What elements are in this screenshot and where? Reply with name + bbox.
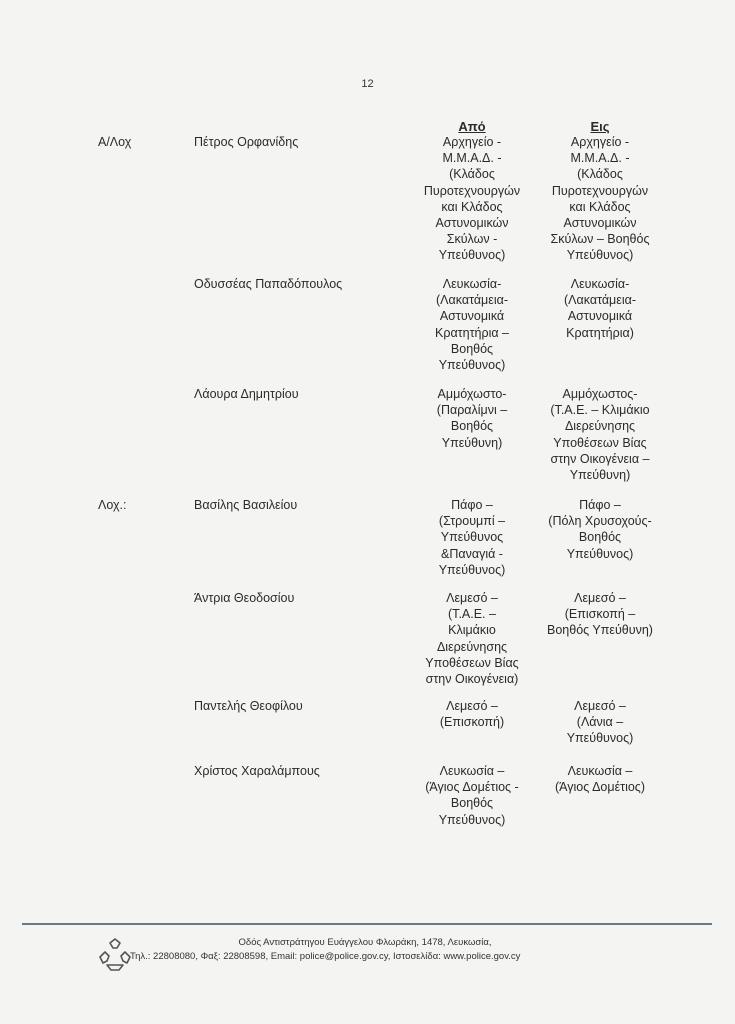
from-location <box>410 763 534 828</box>
to-line: Υπεύθυνη) <box>569 468 631 483</box>
from-line: Αστυνομικών <box>435 216 509 231</box>
from-line: Κλιμάκιο <box>448 623 496 638</box>
from-line: (Παραλίμνι – <box>436 403 508 418</box>
from-line: Αρχηγείο - <box>442 135 502 149</box>
from-line: Υπεύθυνος <box>440 530 504 545</box>
to-line: Αστυνομικών <box>563 216 637 231</box>
from-line: Λευκωσία – <box>439 764 505 778</box>
from-line: Βοηθός <box>450 796 494 811</box>
from-line: Διερεύνησης <box>436 639 508 654</box>
to-line: Αστυνομικά <box>567 309 633 324</box>
from-line: και Κλάδος <box>441 199 503 214</box>
from-line: Λευκωσία- <box>442 277 502 291</box>
to-location <box>535 386 665 483</box>
page-number: 12 <box>361 78 374 90</box>
to-line: (Λακατάμεια- <box>564 293 636 308</box>
to-line: Υπεύθυνος) <box>566 248 634 263</box>
from-location <box>410 590 534 687</box>
to-line: Λεμεσό – <box>574 591 626 605</box>
from-line: Βοηθός <box>450 341 494 356</box>
from-line: (Λακατάμεια- <box>436 293 508 308</box>
from-line: Λεμεσό – <box>446 591 498 605</box>
rank-label: Α/Λοχ <box>98 135 132 149</box>
to-line: Κρατητήρια) <box>566 325 634 340</box>
officer-name: Βασίλης Βασιλείου <box>194 498 298 512</box>
to-line: Λεμεσό – <box>574 699 626 713</box>
from-location <box>410 698 534 730</box>
to-line: (Λάνια – <box>576 715 624 730</box>
officer-name: Άντρια Θεοδοσίου <box>194 591 295 605</box>
from-line: Υπεύθυνος) <box>438 248 506 263</box>
to-line: Υπεύθυνος) <box>566 731 634 746</box>
from-line: &Παναγιά - <box>441 546 503 561</box>
from-line: Υπεύθυνη) <box>441 435 503 450</box>
to-line: (Τ.Α.Ε. – Κλιμάκιο <box>550 403 650 418</box>
rank-label: Λοχ.: <box>98 498 127 512</box>
to-line: Αμμόχωστος- <box>562 387 638 401</box>
from-line: Υποθέσεων Βίας <box>425 655 519 670</box>
officer-name: Παντελής Θεοφίλου <box>194 699 303 713</box>
to-line: Βοηθός <box>578 530 622 545</box>
from-line: Υπεύθυνος) <box>438 812 506 827</box>
to-line: Υποθέσεων Βίας <box>553 435 647 450</box>
to-line: και Κλάδος <box>569 199 631 214</box>
to-line: Υπεύθυνος) <box>566 546 634 561</box>
officer-name: Πέτρος Ορφανίδης <box>194 135 299 149</box>
to-line: Βοηθός Υπεύθυνη) <box>547 623 653 638</box>
to-location <box>535 763 665 795</box>
from-line: (Κλάδος <box>449 167 495 182</box>
to-line: Μ.Μ.Α.Δ. - <box>570 151 630 166</box>
officer-name: Οδυσσέας Παπαδόπουλος <box>194 277 343 291</box>
to-line: (Πόλη Χρυσοχούς- <box>548 514 652 529</box>
to-line: (Άγιος Δομέτιος) <box>555 780 645 795</box>
from-line: Λεμεσό – <box>446 699 498 713</box>
from-location <box>410 276 534 373</box>
to-line: Πάφο – <box>579 498 621 512</box>
officer-name: Χρίστος Χαραλάμπους <box>194 764 320 778</box>
from-line: Αμμόχωστο- <box>437 387 507 401</box>
to-line: (Επισκοπή – <box>564 607 636 622</box>
column-header-to: Εις <box>590 119 610 134</box>
to-line: Διερεύνησης <box>564 419 636 434</box>
from-line: (Στρουμπί – <box>438 514 506 529</box>
from-line: (Τ.Α.Ε. – <box>448 607 496 622</box>
column-header-from: Από <box>458 119 486 134</box>
from-line: Πυροτεχνουργών <box>423 183 521 198</box>
to-location <box>535 698 665 747</box>
to-line: (Κλάδος <box>577 167 623 182</box>
to-line: Λευκωσία- <box>570 277 630 291</box>
footer-contact-line: Τηλ.: 22808080, Φαξ: 22808598, Email: police@police.gov.cy, Ιστοσελίδα: www.police.gov.cy <box>130 951 521 962</box>
officer-name: Λάουρα Δημητρίου <box>194 387 299 401</box>
from-line: (Άγιος Δομέτιος - <box>425 780 519 795</box>
footer-contact <box>130 936 600 964</box>
footer-address: Οδός Αντιστράτηγου Ευάγγελου Φλωράκη, 1478, Λευκωσία, <box>238 937 492 948</box>
recycle-icon <box>97 937 133 973</box>
from-line: Υπεύθυνος) <box>438 562 506 577</box>
from-location <box>410 134 534 264</box>
to-location <box>535 134 665 264</box>
footer-divider <box>22 923 712 925</box>
to-location <box>535 590 665 639</box>
to-line: στην Οικογένεια – <box>550 451 650 466</box>
to-location <box>535 497 665 562</box>
from-line: Αστυνομικά <box>439 309 505 324</box>
from-line: Βοηθός <box>450 419 494 434</box>
from-line: στην Οικογένεια) <box>425 672 519 687</box>
to-line: Πυροτεχνουργών <box>551 183 649 198</box>
to-location <box>535 276 665 341</box>
from-line: Σκύλων - <box>446 232 498 247</box>
from-line: Πάφο – <box>451 498 493 512</box>
to-line: Σκύλων – Βοηθός <box>550 232 650 247</box>
from-line: Υπεύθυνος) <box>438 358 506 373</box>
from-line: Κρατητήρια – <box>435 325 509 340</box>
from-location <box>410 497 534 578</box>
to-line: Αρχηγείο - <box>570 135 630 149</box>
from-line: Μ.Μ.Α.Δ. - <box>442 151 502 166</box>
from-line: (Επισκοπή) <box>439 715 505 730</box>
from-location <box>410 386 534 451</box>
to-line: Λευκωσία – <box>567 764 633 778</box>
